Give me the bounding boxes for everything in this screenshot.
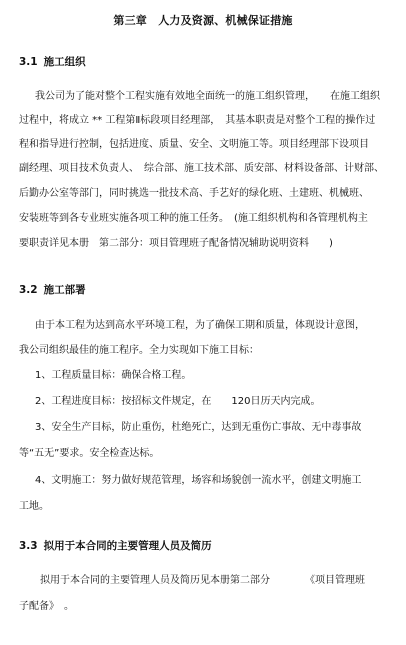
paragraph-line: 我公司为了能对整个工程实施有效地全面统一的施工组织管理， 在施工组织 — [35, 91, 380, 102]
paragraph-line: 我公司组织最佳的施工程序。全力实现如下施工目标： — [19, 345, 259, 356]
paragraph-line: 过程中，将成立 ** 工程第Ⅱ标段项目经理部， 其基本职责是对整个工程的操作过 — [19, 115, 376, 126]
paragraph-line: 由于本工程为达到高水平环境工程，为了确保工期和质量，体现设计意图， — [35, 320, 365, 331]
section-number: 3.2 — [19, 284, 38, 296]
paragraph-line: 等“五无”要求。安全检查达标。 — [19, 448, 160, 459]
paragraph-line: 子配备》 。 — [19, 601, 74, 612]
chapter-title: 第三章 人力及资源、机械保证措施 — [113, 14, 293, 27]
goal-item: 3、安全生产目标，防止重伤，杜绝死亡，达到无重伤亡事故、无中毒事故 — [35, 422, 362, 433]
goal-item: 1、工程质量目标：确保合格工程。 — [35, 370, 192, 381]
section-title: 施工部署 — [43, 284, 86, 296]
paragraph-line: 副经理、项目技术负责人、 综合部、施工技术部、质安部、材料设备部、计财部、 — [19, 163, 384, 174]
section-heading-3-1 — [19, 54, 86, 69]
section-title: 拟用于本合同的主要管理人员及简历 — [43, 540, 212, 552]
section-number: 3.1 — [19, 56, 38, 68]
paragraph-line: 工地。 — [19, 501, 49, 512]
paragraph-line: 后勤办公室等部门，同时挑选一批技术高、手艺好的绿化班、土建班、机械班、 — [19, 188, 369, 199]
paragraph-line: 拟用于本合同的主要管理人员及简历见本册第二部分 《项目管理班 — [40, 575, 365, 586]
paragraph-line: 安装班等到各专业班实施各项工种的施工任务。 (施工组织机构和各管理机构主 — [19, 213, 368, 224]
section-title: 施工组织 — [43, 56, 86, 68]
section-number: 3.3 — [19, 540, 38, 552]
goal-item: 4、文明施工：努力做好规范管理，场容和场貌创一流水平，创建文明施工 — [35, 475, 362, 486]
goal-item: 2、工程进度目标：按招标文件规定，在 120日历天内完成。 — [35, 396, 321, 407]
paragraph-line: 程和指导进行控制，包括进度、质量、安全、文明施工等。项目经理部下设项目 — [19, 139, 369, 150]
paragraph-line: 要职责详见本册 第二部分：项目管理班子配备情况辅助说明资料 ) — [19, 238, 333, 249]
section-heading-3-2 — [19, 282, 86, 297]
section-heading-3-3 — [19, 538, 212, 553]
